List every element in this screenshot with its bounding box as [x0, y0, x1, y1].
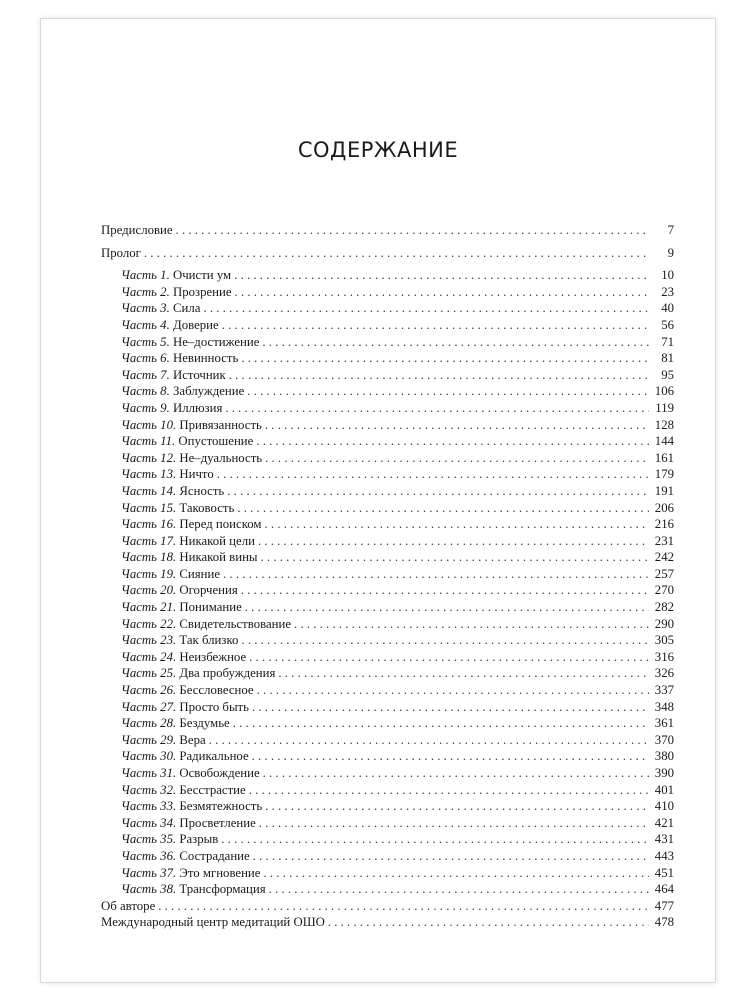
entry-title [121, 400, 222, 417]
part-title: Бездумье [179, 716, 230, 731]
part-number: 28. [160, 716, 177, 731]
dot-leader [229, 367, 649, 384]
page-number: 270 [654, 583, 674, 598]
toc-part-entry [101, 383, 674, 400]
toc-part-entry [101, 284, 674, 301]
toc-parts [101, 267, 674, 898]
part-title: Никакой цели [179, 533, 255, 548]
part-title: Опустошение [178, 434, 254, 449]
dot-leader [262, 334, 649, 351]
part-label: Часть [121, 483, 157, 498]
dot-leader [241, 350, 649, 367]
page-number: 290 [654, 616, 674, 631]
entry-title: Предисловие [101, 223, 173, 237]
book-page [40, 18, 716, 983]
part-number: 30. [160, 749, 177, 764]
part-title: Освобождение [179, 766, 260, 780]
part-number: 19. [160, 566, 177, 581]
entry-title [121, 367, 226, 384]
dot-leader [225, 400, 649, 417]
toc-part-entry [101, 865, 674, 882]
entry-title [121, 765, 260, 782]
part-label: Часть [121, 550, 157, 565]
part-number: 29. [160, 732, 177, 747]
part-label: Часть [121, 400, 157, 415]
dot-leader [265, 516, 649, 533]
part-number: 11. [160, 434, 176, 449]
part-title: Два пробуждения [179, 666, 276, 681]
part-number: 5. [160, 334, 170, 349]
dot-leader [158, 898, 649, 915]
toc-part-entry [101, 334, 674, 351]
part-title: Сострадание [179, 848, 250, 863]
dot-leader [176, 222, 649, 239]
page-number: 326 [654, 666, 674, 681]
toc-part-entry [101, 682, 674, 699]
part-number: 7. [160, 367, 170, 382]
part-number: 33. [160, 799, 177, 814]
part-title: Прозрение [172, 284, 232, 299]
toc-part-entry [101, 549, 674, 566]
part-label: Часть [121, 616, 157, 631]
page-number: 242 [654, 550, 674, 565]
page-number: 81 [661, 351, 674, 366]
toc-front-matter [101, 222, 674, 261]
part-label: Часть [121, 417, 157, 432]
page-number: 23 [661, 284, 674, 299]
part-label: Часть [121, 799, 157, 814]
toc-part-entry [101, 566, 674, 583]
part-title: Безмятежность [179, 799, 263, 814]
toc-part-entry [101, 516, 674, 533]
part-label: Часть [121, 334, 157, 349]
part-title: Заблуждение [172, 384, 245, 399]
page-number: 478 [654, 915, 674, 930]
page-number: 106 [654, 384, 674, 399]
part-title: Так близко [179, 633, 239, 648]
part-label: Часть [121, 766, 157, 780]
page-number: 231 [654, 533, 674, 548]
entry-title: Пролог [101, 245, 141, 260]
entry-title [121, 483, 224, 500]
part-title: Иллюзия [172, 400, 223, 415]
toc-part-entry [101, 798, 674, 815]
part-label: Часть [121, 865, 157, 880]
page-number: 464 [654, 882, 674, 897]
entry-title [121, 665, 275, 682]
page-number: 361 [654, 716, 674, 731]
part-title: Сияние [179, 566, 221, 581]
part-number: 13. [160, 467, 177, 482]
part-label: Часть [121, 467, 157, 482]
part-number: 23. [160, 633, 177, 648]
part-title: Сила [172, 301, 201, 316]
toc-part-entry [101, 533, 674, 550]
page-number: 443 [654, 848, 674, 863]
entry-title [121, 566, 220, 583]
page-number: 410 [654, 799, 674, 814]
page-number: 144 [654, 434, 674, 449]
part-title: Невинность [172, 351, 239, 366]
page-number: 161 [654, 450, 674, 465]
page-number: 128 [654, 417, 674, 432]
dot-leader [269, 881, 649, 898]
entry-title [121, 881, 266, 898]
entry-title [121, 533, 255, 550]
part-label: Часть [121, 815, 157, 830]
page-number: 380 [654, 749, 674, 764]
part-title: Просто быть [179, 699, 249, 714]
page-number: 56 [661, 317, 674, 332]
part-number: 16. [160, 517, 177, 532]
dot-leader [245, 599, 649, 616]
toc-part-entry [101, 500, 674, 517]
entry-title [121, 334, 259, 351]
part-number: 31. [160, 766, 177, 780]
entry-title [121, 300, 200, 317]
part-title: Очисти ум [172, 268, 232, 283]
toc-part-entry [101, 748, 674, 765]
part-label: Часть [121, 317, 157, 332]
dot-leader [294, 616, 649, 633]
page-number: 316 [654, 649, 674, 664]
toc-part-entry [101, 433, 674, 450]
dot-leader [144, 245, 649, 262]
dot-leader [261, 549, 649, 566]
dot-leader [265, 798, 649, 815]
dot-leader [234, 267, 649, 284]
toc-part-entry [101, 417, 674, 434]
dot-leader [278, 665, 649, 682]
part-title: Просветление [179, 815, 256, 830]
toc-part-entry [101, 765, 674, 782]
dot-leader [249, 782, 649, 799]
part-number: 21. [160, 600, 177, 615]
part-label: Часть [121, 384, 157, 399]
entry-title [121, 267, 231, 284]
toc-part-entry [101, 466, 674, 483]
dot-leader [221, 831, 649, 848]
part-number: 36. [160, 848, 177, 863]
entry-title [121, 815, 256, 832]
part-label: Часть [121, 367, 157, 382]
part-title: Привязанность [179, 417, 262, 432]
part-number: 1. [160, 268, 170, 283]
dot-leader [265, 417, 649, 434]
part-title: Ясность [179, 483, 225, 498]
part-title: Разрыв [179, 832, 219, 847]
toc-part-entry [101, 300, 674, 317]
toc-part-entry [101, 599, 674, 616]
dot-leader [241, 632, 649, 649]
toc-entry [101, 245, 674, 262]
entry-title [121, 798, 262, 815]
part-label: Часть [121, 434, 157, 449]
part-number: 14. [160, 483, 177, 498]
entry-title [121, 682, 254, 699]
entry-title [121, 383, 244, 400]
entry-title [121, 500, 234, 517]
entry-title [121, 350, 238, 367]
entry-title [121, 317, 219, 334]
part-label: Часть [121, 699, 157, 714]
toc-part-entry [101, 616, 674, 633]
part-title: Не–достижение [172, 334, 260, 349]
dot-leader [253, 848, 649, 865]
part-number: 10. [160, 417, 177, 432]
part-number: 3. [160, 301, 170, 316]
part-number: 2. [160, 284, 170, 299]
toc-part-entry [101, 881, 674, 898]
entry-title: Международный центр медитаций ОШО [101, 915, 325, 930]
toc-part-entry [101, 317, 674, 334]
toc-part-entry [101, 400, 674, 417]
part-title: Понимание [179, 600, 242, 615]
page-number: 451 [654, 865, 674, 880]
dot-leader [235, 284, 649, 301]
part-label: Часть [121, 683, 157, 698]
part-label: Часть [121, 649, 157, 664]
part-number: 25. [160, 666, 177, 681]
part-label: Часть [121, 633, 157, 648]
part-number: 4. [160, 317, 170, 332]
part-title: Таковость [179, 500, 235, 515]
page-number: 179 [654, 467, 674, 482]
toc-entry [101, 914, 674, 931]
part-number: 15. [160, 500, 177, 515]
page-number: 206 [654, 500, 674, 515]
part-number: 38. [160, 882, 177, 897]
part-title: Ничто [179, 467, 214, 482]
part-label: Часть [121, 832, 157, 847]
part-label: Часть [121, 500, 157, 515]
part-title: Радикальное [179, 749, 249, 764]
dot-leader [252, 748, 649, 765]
part-number: 17. [160, 533, 177, 548]
dot-leader [252, 699, 649, 716]
part-number: 9. [160, 400, 170, 415]
dot-leader [328, 914, 649, 931]
dot-leader [237, 500, 649, 517]
dot-leader [223, 566, 649, 583]
table-of-contents [101, 222, 674, 931]
page-number: 257 [654, 566, 674, 581]
part-label: Часть [121, 782, 157, 797]
part-label: Часть [121, 882, 157, 897]
dot-leader [257, 682, 649, 699]
toc-part-entry [101, 450, 674, 467]
part-number: 32. [160, 782, 177, 797]
page-title: СОДЕРЖАНИЕ [297, 138, 459, 162]
entry-title [121, 831, 218, 848]
part-title: Это мгновение [179, 865, 261, 880]
toc-part-entry [101, 699, 674, 716]
toc-part-entry [101, 582, 674, 599]
part-label: Часть [121, 533, 157, 548]
dot-leader [263, 765, 649, 782]
part-label: Часть [121, 666, 157, 681]
part-label: Часть [121, 351, 157, 366]
page-number: 119 [655, 400, 674, 415]
part-label: Часть [121, 301, 157, 316]
page-number: 191 [654, 483, 674, 498]
toc-part-entry [101, 831, 674, 848]
entry-title [121, 284, 232, 301]
part-title: Не–дуальность [179, 450, 263, 465]
part-label: Часть [121, 517, 157, 532]
part-label: Часть [121, 583, 157, 598]
part-label: Часть [121, 268, 157, 283]
part-title: Вера [179, 732, 206, 747]
part-title: Никакой вины [179, 550, 258, 565]
entry-title [121, 732, 206, 749]
page-number: 370 [654, 732, 674, 747]
entry-title [121, 433, 253, 450]
page-number: 337 [654, 683, 674, 698]
toc-part-entry [101, 732, 674, 749]
part-label: Часть [121, 732, 157, 747]
page-number: 348 [654, 699, 674, 714]
part-title: Свидетельствование [179, 616, 292, 631]
part-number: 26. [160, 683, 177, 698]
entry-title [121, 699, 249, 716]
entry-title [121, 599, 242, 616]
dot-leader [258, 533, 649, 550]
page-number: 390 [654, 766, 674, 780]
toc-part-entry [101, 665, 674, 682]
dot-leader [249, 649, 649, 666]
part-number: 18. [160, 550, 177, 565]
dot-leader [233, 715, 649, 732]
part-label: Часть [121, 716, 157, 731]
page-number: 282 [654, 600, 674, 615]
entry-title [121, 748, 249, 765]
part-label: Часть [121, 600, 157, 615]
toc-part-entry [101, 632, 674, 649]
part-number: 22. [160, 616, 177, 631]
entry-title [121, 450, 262, 467]
page-number: 10 [661, 268, 674, 283]
toc-back-matter [101, 898, 674, 931]
part-label: Часть [121, 284, 157, 299]
toc-part-entry [101, 649, 674, 666]
part-number: 34. [160, 815, 177, 830]
part-title: Перед поиском [179, 517, 262, 532]
dot-leader [247, 383, 649, 400]
part-number: 27. [160, 699, 177, 714]
part-number: 20. [160, 583, 177, 598]
dot-leader [265, 450, 649, 467]
part-number: 24. [160, 649, 177, 664]
entry-title [121, 865, 260, 882]
toc-part-entry [101, 483, 674, 500]
toc-part-entry [101, 350, 674, 367]
entry-title [121, 649, 246, 666]
page-number: 95 [661, 367, 674, 382]
entry-title [121, 417, 262, 434]
entry-title [121, 715, 230, 732]
part-label: Часть [121, 450, 157, 465]
part-label: Часть [121, 749, 157, 764]
page-number: 7 [667, 223, 674, 237]
part-number: 6. [160, 351, 170, 366]
toc-part-entry [101, 782, 674, 799]
dot-leader [259, 815, 649, 832]
part-number: 37. [160, 865, 177, 880]
toc-entry [101, 898, 674, 915]
page-number: 305 [654, 633, 674, 648]
dot-leader [217, 466, 649, 483]
page-number: 216 [654, 517, 674, 532]
toc-part-entry [101, 815, 674, 832]
page-number: 71 [661, 334, 674, 349]
dot-leader [209, 732, 649, 749]
entry-title [121, 516, 262, 533]
dot-leader [241, 582, 649, 599]
toc-part-entry [101, 267, 674, 284]
part-title: Неизбежное [179, 649, 247, 664]
part-title: Огорчения [179, 583, 238, 598]
dot-leader [203, 300, 649, 317]
entry-title [121, 582, 238, 599]
part-title: Бесстрастие [179, 782, 246, 797]
part-label: Часть [121, 566, 157, 581]
entry-title [121, 466, 214, 483]
part-number: 8. [160, 384, 170, 399]
toc-part-entry [101, 367, 674, 384]
part-number: 12. [160, 450, 177, 465]
page-number: 401 [654, 782, 674, 797]
page-number: 9 [667, 245, 674, 260]
part-title: Трансформация [179, 882, 266, 897]
part-title: Бессловесное [179, 683, 254, 698]
entry-title [121, 632, 238, 649]
page-number: 40 [661, 301, 674, 316]
dot-leader [227, 483, 649, 500]
dot-leader [222, 317, 649, 334]
page-number: 431 [654, 832, 674, 847]
page-number: 477 [654, 898, 674, 913]
toc-entry [101, 222, 674, 239]
entry-title [121, 549, 258, 566]
dot-leader [256, 433, 649, 450]
part-number: 35. [160, 832, 177, 847]
toc-part-entry [101, 848, 674, 865]
entry-title [121, 848, 250, 865]
entry-title [121, 616, 291, 633]
part-title: Источник [172, 367, 226, 382]
page-number: 421 [654, 815, 674, 830]
part-title: Доверие [172, 317, 219, 332]
part-label: Часть [121, 848, 157, 863]
toc-part-entry [101, 715, 674, 732]
dot-leader [263, 865, 649, 882]
entry-title [121, 782, 246, 799]
entry-title: Об авторе [101, 898, 156, 913]
